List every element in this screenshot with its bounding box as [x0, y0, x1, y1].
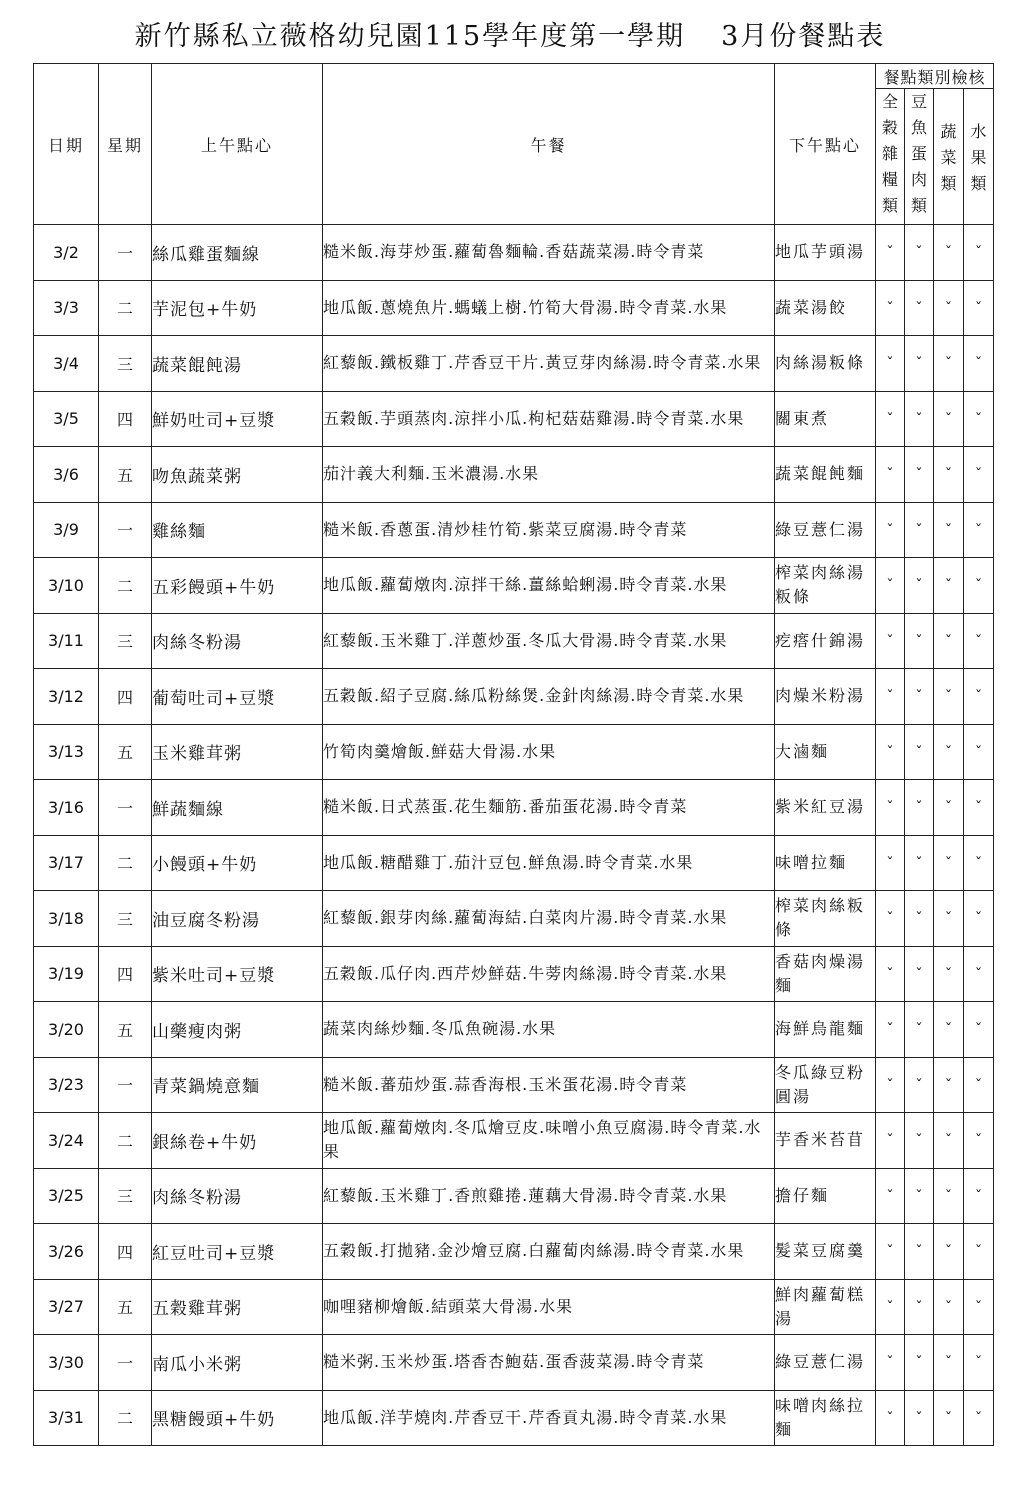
check-protein-cell: ˇ: [905, 613, 934, 669]
check-grain-cell: ˇ: [876, 1224, 905, 1280]
afternoon-snack-cell: 關東煮: [775, 391, 876, 447]
lunch-cell: 咖哩豬柳燴飯.結頭菜大骨湯.水果: [323, 1279, 775, 1335]
header-category-check: 餐點類別檢核: [876, 64, 994, 89]
check-fruit-cell: ˇ: [964, 669, 994, 725]
date-cell: 3/25: [34, 1168, 99, 1224]
date-cell: 3/16: [34, 780, 99, 836]
weekday-cell: 四: [99, 391, 152, 447]
check-vegetable-cell: ˇ: [934, 1168, 964, 1224]
table-row: [34, 558, 994, 614]
check-grain-cell: ˇ: [876, 669, 905, 725]
morning-snack-cell: 青菜鍋燒意麵: [152, 1057, 323, 1113]
table-row: [34, 946, 994, 1002]
table-row: [34, 669, 994, 725]
header-date: 日期: [34, 64, 99, 225]
date-cell: 3/27: [34, 1279, 99, 1335]
lunch-cell: 糙米飯.日式蒸蛋.花生麵筋.番茄蛋花湯.時令青菜: [323, 780, 775, 836]
check-vegetable-cell: ˇ: [934, 558, 964, 614]
check-protein-cell: ˇ: [905, 1002, 934, 1058]
weekday-cell: 三: [99, 1168, 152, 1224]
header-vegetable: 蔬 菜 類: [934, 89, 964, 225]
afternoon-snack-cell: 肉絲湯粄條: [775, 336, 876, 392]
check-vegetable-cell: ˇ: [934, 447, 964, 503]
lunch-cell: 地瓜飯.蘿蔔燉肉.冬瓜燴豆皮.味噌小魚豆腐湯.時令青菜.水果: [323, 1113, 775, 1169]
check-grain-cell: ˇ: [876, 280, 905, 336]
lunch-cell: 紅藜飯.玉米雞丁.香煎雞捲.蓮藕大骨湯.時令青菜.水果: [323, 1168, 775, 1224]
table-row: [34, 1390, 994, 1446]
check-grain-cell: ˇ: [876, 891, 905, 947]
check-protein-cell: ˇ: [905, 1057, 934, 1113]
date-cell: 3/13: [34, 724, 99, 780]
afternoon-snack-cell: 香菇肉燥湯麵: [775, 946, 876, 1002]
check-grain-cell: ˇ: [876, 724, 905, 780]
check-fruit-cell: ˇ: [964, 447, 994, 503]
lunch-cell: 糙米飯.海芽炒蛋.蘿蔔魯麵輪.香菇蔬菜湯.時令青菜: [323, 225, 775, 281]
check-vegetable-cell: ˇ: [934, 946, 964, 1002]
morning-snack-cell: 紅豆吐司+豆漿: [152, 1224, 323, 1280]
table-row: [34, 1335, 994, 1391]
check-grain-cell: ˇ: [876, 1390, 905, 1446]
morning-snack-cell: 紫米吐司+豆漿: [152, 946, 323, 1002]
weekday-cell: 一: [99, 502, 152, 558]
afternoon-snack-cell: 綠豆薏仁湯: [775, 1335, 876, 1391]
morning-snack-cell: 南瓜小米粥: [152, 1335, 323, 1391]
check-fruit-cell: ˇ: [964, 835, 994, 891]
table-row: [34, 891, 994, 947]
weekday-cell: 二: [99, 280, 152, 336]
date-cell: 3/26: [34, 1224, 99, 1280]
check-fruit-cell: ˇ: [964, 1390, 994, 1446]
table-row: [34, 1057, 994, 1113]
afternoon-snack-cell: 海鮮烏龍麵: [775, 1002, 876, 1058]
afternoon-snack-cell: 大滷麵: [775, 724, 876, 780]
afternoon-snack-cell: 榨菜肉絲粄條: [775, 891, 876, 947]
check-grain-cell: ˇ: [876, 613, 905, 669]
afternoon-snack-cell: 冬瓜綠豆粉圓湯: [775, 1057, 876, 1113]
check-fruit-cell: ˇ: [964, 946, 994, 1002]
check-fruit-cell: ˇ: [964, 558, 994, 614]
weekday-cell: 四: [99, 1224, 152, 1280]
weekday-cell: 一: [99, 780, 152, 836]
weekday-cell: 一: [99, 225, 152, 281]
date-cell: 3/23: [34, 1057, 99, 1113]
check-protein-cell: ˇ: [905, 1113, 934, 1169]
header-lunch: 午餐: [323, 64, 775, 225]
date-cell: 3/17: [34, 835, 99, 891]
morning-snack-cell: 鮮奶吐司+豆漿: [152, 391, 323, 447]
check-grain-cell: ˇ: [876, 1168, 905, 1224]
check-fruit-cell: ˇ: [964, 1335, 994, 1391]
weekday-cell: 三: [99, 613, 152, 669]
weekday-cell: 三: [99, 891, 152, 947]
table-row: [34, 1113, 994, 1169]
weekday-cell: 一: [99, 1335, 152, 1391]
table-row: [34, 780, 994, 836]
afternoon-snack-cell: 綠豆薏仁湯: [775, 502, 876, 558]
morning-snack-cell: 五穀雞茸粥: [152, 1279, 323, 1335]
check-protein-cell: ˇ: [905, 780, 934, 836]
table-row: [34, 447, 994, 503]
table-row: [34, 1224, 994, 1280]
check-vegetable-cell: ˇ: [934, 1224, 964, 1280]
lunch-cell: 五穀飯.芋頭蒸肉.涼拌小瓜.枸杞菇菇雞湯.時令青菜.水果: [323, 391, 775, 447]
check-protein-cell: ˇ: [905, 502, 934, 558]
check-grain-cell: ˇ: [876, 780, 905, 836]
date-cell: 3/10: [34, 558, 99, 614]
morning-snack-cell: 肉絲冬粉湯: [152, 613, 323, 669]
date-cell: 3/5: [34, 391, 99, 447]
check-fruit-cell: ˇ: [964, 502, 994, 558]
lunch-cell: 地瓜飯.蔥燒魚片.螞蟻上樹.竹筍大骨湯.時令青菜.水果: [323, 280, 775, 336]
date-cell: 3/20: [34, 1002, 99, 1058]
check-grain-cell: ˇ: [876, 336, 905, 392]
date-cell: 3/4: [34, 336, 99, 392]
lunch-cell: 紅藜飯.銀芽肉絲.蘿蔔海結.白菜肉片湯.時令青菜.水果: [323, 891, 775, 947]
header-afternoon-snack: 下午點心: [775, 64, 876, 225]
afternoon-snack-cell: 芋香米苔苜: [775, 1113, 876, 1169]
header-morning-snack: 上午點心: [152, 64, 323, 225]
check-grain-cell: ˇ: [876, 946, 905, 1002]
check-protein-cell: ˇ: [905, 391, 934, 447]
check-grain-cell: ˇ: [876, 1335, 905, 1391]
table-row: [34, 225, 994, 281]
check-fruit-cell: ˇ: [964, 724, 994, 780]
table-row: [34, 391, 994, 447]
morning-snack-cell: 五彩饅頭+牛奶: [152, 558, 323, 614]
check-vegetable-cell: ˇ: [934, 780, 964, 836]
weekday-cell: 四: [99, 946, 152, 1002]
check-vegetable-cell: ˇ: [934, 669, 964, 725]
check-fruit-cell: ˇ: [964, 225, 994, 281]
header-protein: 豆 魚 蛋 肉 類: [905, 89, 934, 225]
morning-snack-cell: 銀絲卷+牛奶: [152, 1113, 323, 1169]
check-vegetable-cell: ˇ: [934, 835, 964, 891]
check-protein-cell: ˇ: [905, 1390, 934, 1446]
check-grain-cell: ˇ: [876, 1279, 905, 1335]
table-row: [34, 613, 994, 669]
table-row: [34, 1168, 994, 1224]
table-row: [34, 336, 994, 392]
header-grain: 全 穀 雜 糧 類: [876, 89, 905, 225]
afternoon-snack-cell: 味噌肉絲拉麵: [775, 1390, 876, 1446]
table-row: [34, 1002, 994, 1058]
page-title: [0, 14, 1020, 53]
weekday-cell: 四: [99, 669, 152, 725]
lunch-cell: 地瓜飯.蘿蔔燉肉.涼拌干絲.薑絲蛤蜊湯.時令青菜.水果: [323, 558, 775, 614]
afternoon-snack-cell: 鮮肉蘿蔔糕湯: [775, 1279, 876, 1335]
morning-snack-cell: 小饅頭+牛奶: [152, 835, 323, 891]
lunch-cell: 糙米飯.蕃茄炒蛋.蒜香海根.玉米蛋花湯.時令青菜: [323, 1057, 775, 1113]
check-protein-cell: ˇ: [905, 669, 934, 725]
check-fruit-cell: ˇ: [964, 891, 994, 947]
weekday-cell: 二: [99, 835, 152, 891]
afternoon-snack-cell: 肉燥米粉湯: [775, 669, 876, 725]
weekday-cell: 五: [99, 724, 152, 780]
weekday-cell: 二: [99, 558, 152, 614]
title-main: 新竹縣私立薇格幼兒園115學年度第一學期: [134, 21, 686, 52]
weekday-cell: 五: [99, 447, 152, 503]
check-protein-cell: ˇ: [905, 225, 934, 281]
date-cell: 3/19: [34, 946, 99, 1002]
morning-snack-cell: 玉米雞茸粥: [152, 724, 323, 780]
check-fruit-cell: ˇ: [964, 780, 994, 836]
check-protein-cell: ˇ: [905, 891, 934, 947]
check-grain-cell: ˇ: [876, 1057, 905, 1113]
check-fruit-cell: ˇ: [964, 613, 994, 669]
lunch-cell: 地瓜飯.洋芋燒肉.芹香豆干.芹香貢丸湯.時令青菜.水果: [323, 1390, 775, 1446]
date-cell: 3/3: [34, 280, 99, 336]
title-month: 3月份餐點表: [721, 21, 886, 52]
table-row: [34, 724, 994, 780]
lunch-cell: 糙米飯.香蔥蛋.清炒桂竹筍.紫菜豆腐湯.時令青菜: [323, 502, 775, 558]
header-fruit: 水 果 類: [964, 89, 994, 225]
check-grain-cell: ˇ: [876, 502, 905, 558]
date-cell: 3/2: [34, 225, 99, 281]
check-fruit-cell: ˇ: [964, 280, 994, 336]
check-grain-cell: ˇ: [876, 835, 905, 891]
lunch-cell: 茄汁義大利麵.玉米濃湯.水果: [323, 447, 775, 503]
check-vegetable-cell: ˇ: [934, 280, 964, 336]
table-row: [34, 1279, 994, 1335]
afternoon-snack-cell: 味噌拉麵: [775, 835, 876, 891]
weekday-cell: 五: [99, 1279, 152, 1335]
date-cell: 3/30: [34, 1335, 99, 1391]
morning-snack-cell: 山藥瘦肉粥: [152, 1002, 323, 1058]
lunch-cell: 五穀飯.打拋豬.金沙燴豆腐.白蘿蔔肉絲湯.時令青菜.水果: [323, 1224, 775, 1280]
check-fruit-cell: ˇ: [964, 1113, 994, 1169]
check-vegetable-cell: ˇ: [934, 1113, 964, 1169]
check-vegetable-cell: ˇ: [934, 724, 964, 780]
afternoon-snack-cell: 髮菜豆腐羹: [775, 1224, 876, 1280]
check-protein-cell: ˇ: [905, 336, 934, 392]
check-grain-cell: ˇ: [876, 225, 905, 281]
table-row: [34, 280, 994, 336]
check-fruit-cell: ˇ: [964, 1057, 994, 1113]
table-row: [34, 502, 994, 558]
lunch-cell: 五穀飯.紹子豆腐.絲瓜粉絲煲.金針肉絲湯.時令青菜.水果: [323, 669, 775, 725]
check-fruit-cell: ˇ: [964, 1279, 994, 1335]
check-vegetable-cell: ˇ: [934, 1002, 964, 1058]
check-vegetable-cell: ˇ: [934, 1279, 964, 1335]
lunch-cell: 蔬菜肉絲炒麵.冬瓜魚碗湯.水果: [323, 1002, 775, 1058]
check-grain-cell: ˇ: [876, 558, 905, 614]
afternoon-snack-cell: 地瓜芋頭湯: [775, 225, 876, 281]
check-fruit-cell: ˇ: [964, 391, 994, 447]
check-protein-cell: ˇ: [905, 558, 934, 614]
morning-snack-cell: 肉絲冬粉湯: [152, 1168, 323, 1224]
check-protein-cell: ˇ: [905, 447, 934, 503]
weekday-cell: 二: [99, 1113, 152, 1169]
check-vegetable-cell: ˇ: [934, 502, 964, 558]
lunch-cell: 糙米粥.玉米炒蛋.塔香杏鮑菇.蛋香菠菜湯.時令青菜: [323, 1335, 775, 1391]
afternoon-snack-cell: 紫米紅豆湯: [775, 780, 876, 836]
check-protein-cell: ˇ: [905, 280, 934, 336]
morning-snack-cell: 鮮蔬麵線: [152, 780, 323, 836]
check-grain-cell: ˇ: [876, 1002, 905, 1058]
meal-table: [33, 63, 994, 1446]
check-grain-cell: ˇ: [876, 391, 905, 447]
check-vegetable-cell: ˇ: [934, 391, 964, 447]
check-protein-cell: ˇ: [905, 1279, 934, 1335]
check-protein-cell: ˇ: [905, 724, 934, 780]
check-protein-cell: ˇ: [905, 1224, 934, 1280]
check-fruit-cell: ˇ: [964, 1002, 994, 1058]
morning-snack-cell: 黑糖饅頭+牛奶: [152, 1390, 323, 1446]
check-grain-cell: ˇ: [876, 447, 905, 503]
check-vegetable-cell: ˇ: [934, 225, 964, 281]
check-fruit-cell: ˇ: [964, 336, 994, 392]
date-cell: 3/24: [34, 1113, 99, 1169]
check-fruit-cell: ˇ: [964, 1168, 994, 1224]
weekday-cell: 三: [99, 336, 152, 392]
weekday-cell: 五: [99, 1002, 152, 1058]
morning-snack-cell: 油豆腐冬粉湯: [152, 891, 323, 947]
check-fruit-cell: ˇ: [964, 1224, 994, 1280]
weekday-cell: 二: [99, 1390, 152, 1446]
check-grain-cell: ˇ: [876, 1113, 905, 1169]
morning-snack-cell: 絲瓜雞蛋麵線: [152, 225, 323, 281]
lunch-cell: 五穀飯.瓜仔肉.西芹炒鮮菇.牛蒡肉絲湯.時令青菜.水果: [323, 946, 775, 1002]
check-vegetable-cell: ˇ: [934, 891, 964, 947]
check-protein-cell: ˇ: [905, 1335, 934, 1391]
lunch-cell: 紅藜飯.玉米雞丁.洋蔥炒蛋.冬瓜大骨湯.時令青菜.水果: [323, 613, 775, 669]
check-vegetable-cell: ˇ: [934, 1057, 964, 1113]
date-cell: 3/6: [34, 447, 99, 503]
date-cell: 3/11: [34, 613, 99, 669]
check-vegetable-cell: ˇ: [934, 336, 964, 392]
date-cell: 3/18: [34, 891, 99, 947]
header-weekday: 星期: [99, 64, 152, 225]
check-vegetable-cell: ˇ: [934, 613, 964, 669]
afternoon-snack-cell: 蔬菜餛飩麵: [775, 447, 876, 503]
check-vegetable-cell: ˇ: [934, 1335, 964, 1391]
check-protein-cell: ˇ: [905, 946, 934, 1002]
date-cell: 3/9: [34, 502, 99, 558]
morning-snack-cell: 蔬菜餛飩湯: [152, 336, 323, 392]
date-cell: 3/31: [34, 1390, 99, 1446]
weekday-cell: 一: [99, 1057, 152, 1113]
morning-snack-cell: 芋泥包+牛奶: [152, 280, 323, 336]
table-row: [34, 835, 994, 891]
lunch-cell: 地瓜飯.糖醋雞丁.茄汁豆包.鮮魚湯.時令青菜.水果: [323, 835, 775, 891]
lunch-cell: 紅藜飯.鐵板雞丁.芹香豆干片.黃豆芽肉絲湯.時令青菜.水果: [323, 336, 775, 392]
afternoon-snack-cell: 蔬菜湯餃: [775, 280, 876, 336]
date-cell: 3/12: [34, 669, 99, 725]
check-protein-cell: ˇ: [905, 835, 934, 891]
lunch-cell: 竹筍肉羹燴飯.鮮菇大骨湯.水果: [323, 724, 775, 780]
check-vegetable-cell: ˇ: [934, 1390, 964, 1446]
check-protein-cell: ˇ: [905, 1168, 934, 1224]
morning-snack-cell: 吻魚蔬菜粥: [152, 447, 323, 503]
afternoon-snack-cell: 榨菜肉絲湯粄條: [775, 558, 876, 614]
morning-snack-cell: 葡萄吐司+豆漿: [152, 669, 323, 725]
afternoon-snack-cell: 疙瘩什錦湯: [775, 613, 876, 669]
afternoon-snack-cell: 擔仔麵: [775, 1168, 876, 1224]
morning-snack-cell: 雞絲麵: [152, 502, 323, 558]
